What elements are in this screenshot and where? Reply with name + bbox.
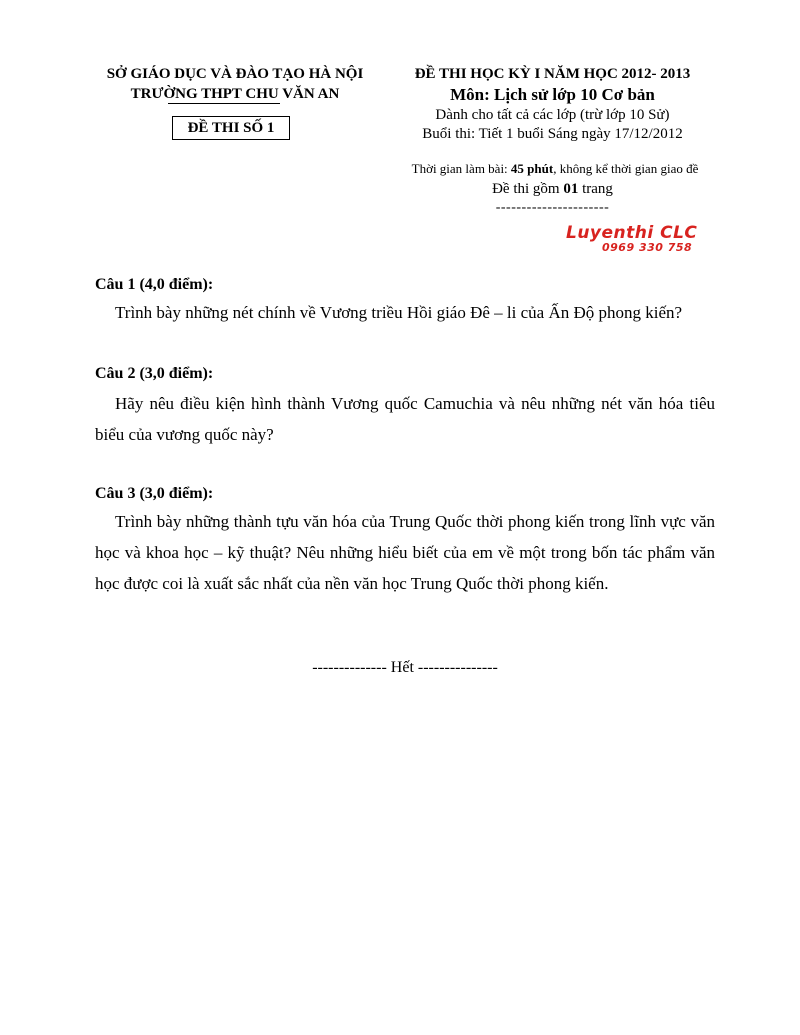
- school-underline: [168, 103, 280, 104]
- stamp-brand: Luyenthi CLC: [566, 223, 698, 243]
- pages-value: 01: [563, 181, 579, 197]
- exam-code-box: ĐỀ THI SỐ 1: [172, 116, 290, 140]
- right-header: [395, 64, 710, 144]
- department-name: SỞ GIÁO DỤC VÀ ĐÀO TẠO HÀ NỘI: [106, 66, 364, 82]
- exam-title: ĐỀ THI HỌC KỲ I NĂM HỌC 2012- 2013: [414, 66, 691, 82]
- time-value: 45 phút: [510, 161, 554, 176]
- time-suffix: , không kể thời gian giao đề: [553, 161, 699, 176]
- school-name: TRƯỜNG THPT CHU VĂN AN: [130, 86, 340, 102]
- question-3-title: Câu 3 (3,0 điểm):: [95, 485, 214, 502]
- time-line: [360, 160, 750, 178]
- session-line: Buổi thi: Tiết 1 buổi Sáng ngày 17/12/2012: [422, 126, 683, 142]
- question-1-title: Câu 1 (4,0 điểm):: [95, 276, 214, 293]
- watermark-stamp: [566, 224, 736, 254]
- question-3-text: Trình bày những thành tựu văn hóa của Trung Quốc thời phong kiến trong lĩnh vực văn học và khoa học – kỹ thuật? Nêu những hiểu biết của em về một trong bốn tác phẩm văn học được coi là xuất sắc nhất của nền văn học Trung Quốc thời phong kiến.: [95, 512, 715, 593]
- question-3-body: [95, 506, 715, 599]
- pages-line: [395, 180, 710, 199]
- subject-line: Môn: Lịch sử lớp 10 Cơ bản: [450, 85, 655, 104]
- pages-suffix: trang: [578, 181, 613, 197]
- time-prefix: Thời gian làm bài:: [411, 161, 511, 176]
- stamp-phone: 0969 330 758: [602, 241, 693, 254]
- question-2-text: Hãy nêu điều kiện hình thành Vương quốc Camuchia và nêu những nét văn hóa tiêu biểu của vương quốc này?: [95, 394, 715, 444]
- pages-prefix: Đề thi gồm: [492, 181, 564, 197]
- question-2-body: [95, 388, 715, 450]
- question-1-body: [95, 297, 715, 328]
- question-2-title: Câu 2 (3,0 điểm):: [95, 365, 214, 382]
- question-1-text: Trình bày những nét chính về Vương triều Hồi giáo Đê – li của Ấn Độ phong kiến?: [115, 303, 683, 322]
- left-header: [80, 64, 390, 104]
- header-separator: ----------------------: [495, 200, 610, 215]
- audience-line: Dành cho tất cả các lớp (trừ lớp 10 Sử): [435, 107, 670, 123]
- end-marker: -------------- Hết ---------------: [312, 659, 498, 676]
